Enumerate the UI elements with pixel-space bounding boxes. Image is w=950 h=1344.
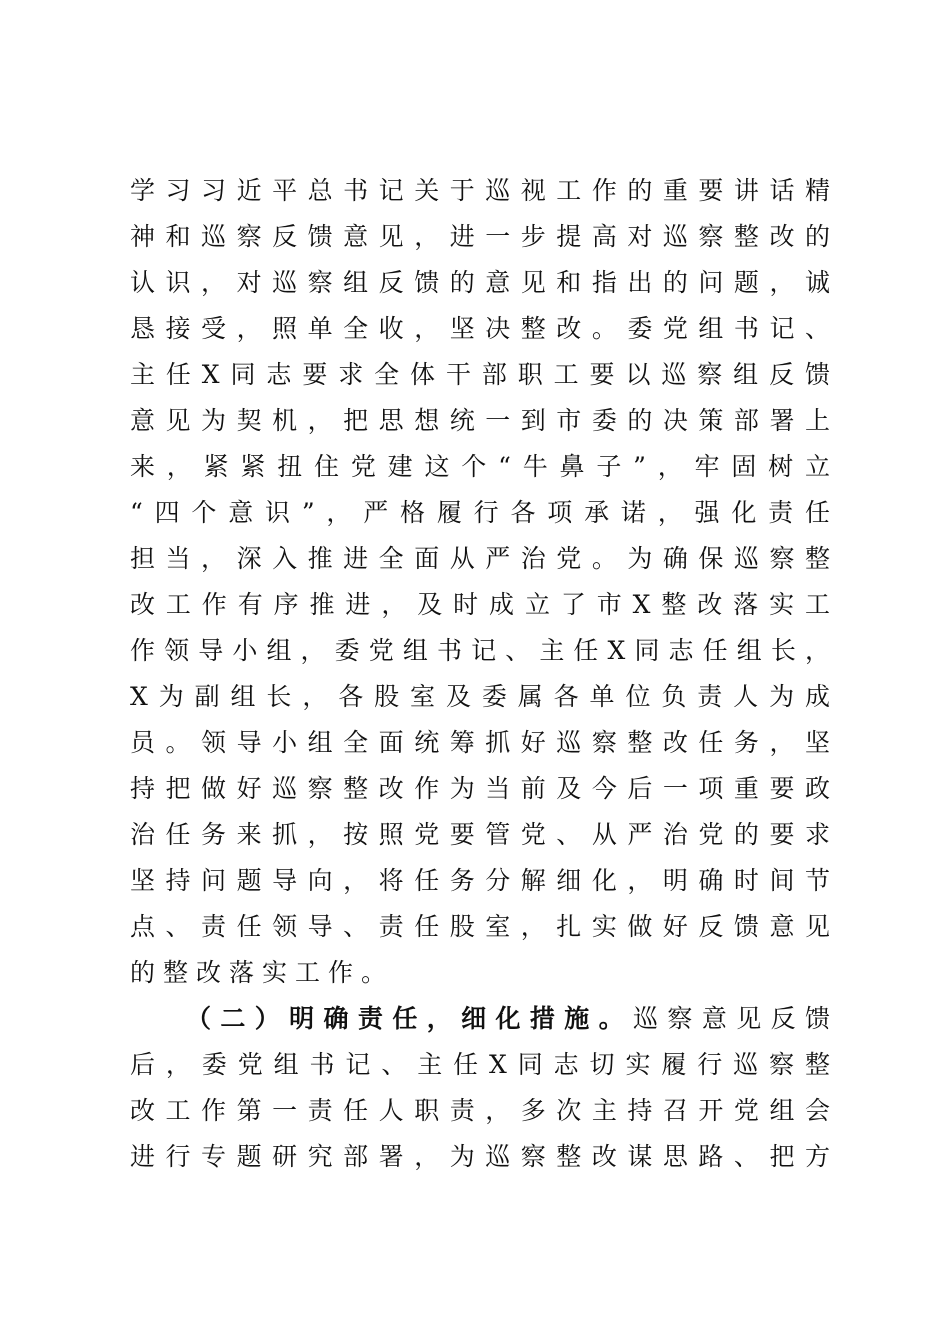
paragraph-line: X为副组长，各股室及委属各单位负责人为成 <box>130 682 830 711</box>
paragraph-line: 主任X同志要求全体干部职工要以巡察组反馈 <box>130 360 830 389</box>
paragraph-line: 坚持问题导向，将任务分解细化，明确时间节 <box>130 866 830 895</box>
paragraph-line: 学习习近平总书记关于巡视工作的重要讲话精 <box>130 176 830 205</box>
paragraph-line: 担当，深入推进全面从严治党。为确保巡察整 <box>130 544 830 573</box>
document-body <box>130 168 830 1180</box>
paragraph-line: 来，紧紧扭住党建这个“牛鼻子”，牢固树立 <box>130 452 830 481</box>
paragraph-line: 员。领导小组全面统筹抓好巡察整改任务，坚 <box>130 728 830 757</box>
paragraph-line: 后，委党组书记、主任X同志切实履行巡察整 <box>130 1050 830 1079</box>
paragraph-line: 持把做好巡察整改作为当前及今后一项重要政 <box>130 774 830 803</box>
paragraph-line: 作领导小组，委党组书记、主任X同志任组长， <box>130 636 830 665</box>
paragraph-line: 点、责任领导、责任股室，扎实做好反馈意见 <box>130 912 830 941</box>
paragraph-line: 认识，对巡察组反馈的意见和指出的问题，诚 <box>130 268 830 297</box>
paragraph-line: 神和巡察反馈意见，进一步提高对巡察整改的 <box>130 222 830 251</box>
paragraph-line: 治任务来抓，按照党要管党、从严治党的要求 <box>130 820 830 849</box>
paragraph-line: 意见为契机，把思想统一到市委的决策部署上 <box>130 406 830 435</box>
heading-line-rest: 巡察意见反馈 <box>633 1004 830 1033</box>
paragraph-line: “四个意识”，严格履行各项承诺，强化责任 <box>130 498 830 527</box>
paragraph-heading-line <box>130 996 830 1042</box>
paragraph-last-line: 的整改落实工作。 <box>130 958 395 987</box>
section-heading: （二）明确责任，细化措施。 <box>186 1004 634 1033</box>
paragraph-line: 恳接受，照单全收，坚决整改。委党组书记、 <box>130 314 830 343</box>
paragraph-line: 改工作第一责任人职责，多次主持召开党组会 <box>130 1096 830 1125</box>
paragraph-line: 改工作有序推进，及时成立了市X整改落实工 <box>130 590 830 619</box>
paragraph-line: 进行专题研究部署，为巡察整改谋思路、把方 <box>130 1142 830 1171</box>
